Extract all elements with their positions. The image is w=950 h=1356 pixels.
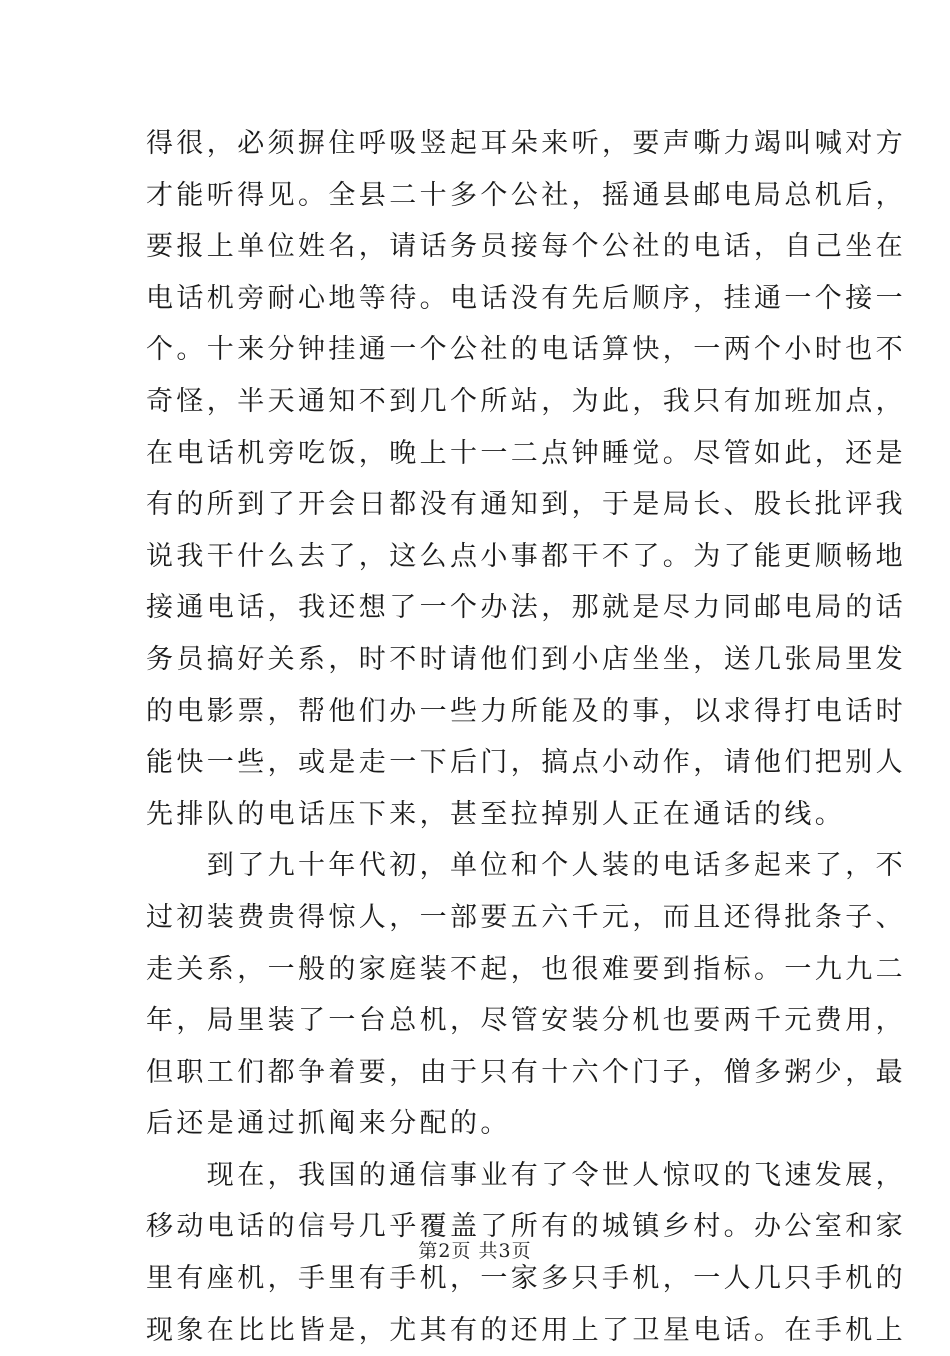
text-line: 里有座机，手里有手机，一家多只手机，一人几只手机的 <box>146 1263 906 1295</box>
body-text <box>146 118 906 1356</box>
text-line: 后还是通过抓阄来分配的。 <box>146 1108 511 1140</box>
text-line: 但职工们都争着要，由于只有十六个门子，僧多粥少，最 <box>146 1056 906 1088</box>
text-line: 要报上单位姓名，请话务员接每个公社的电话，自己坐在 <box>146 231 906 263</box>
text-line: 移动电话的信号几乎覆盖了所有的城镇乡村。办公室和家 <box>146 1211 906 1243</box>
text-line: 先排队的电话压下来，甚至拉掉别人正在通话的线。 <box>146 798 846 830</box>
text-line: 现在，我国的通信事业有了令世人惊叹的飞速发展， <box>146 1159 906 1191</box>
page-footer: 第2页 共3页 <box>418 1240 532 1262</box>
text-line: 现象在比比皆是，尤其有的还用上了卫星电话。在手机上 <box>146 1314 906 1346</box>
text-line: 有的所到了开会日都没有通知到，于是局长、股长批评我 <box>146 489 906 521</box>
text-line: 奇怪，半天通知不到几个所站，为此，我只有加班加点， <box>146 385 906 417</box>
text-line: 说我干什么去了，这么点小事都干不了。为了能更顺畅地 <box>146 540 906 572</box>
text-line: 才能听得见。全县二十多个公社，摇通县邮电局总机后， <box>146 179 906 211</box>
text-line: 接通电话，我还想了一个办法，那就是尽力同邮电局的话 <box>146 592 906 624</box>
text-line: 能快一些，或是走一下后门，搞点小动作，请他们把别人 <box>146 747 906 779</box>
text-line: 在电话机旁吃饭，晚上十一二点钟睡觉。尽管如此，还是 <box>146 437 906 469</box>
text-line: 电话机旁耐心地等待。电话没有先后顺序，挂通一个接一 <box>146 282 906 314</box>
text-line: 个。十来分钟挂通一个公社的电话算快，一两个小时也不 <box>146 334 906 366</box>
text-line: 年，局里装了一台总机，尽管安装分机也要两千元费用， <box>146 1005 906 1037</box>
text-line: 的电影票，帮他们办一些力所能及的事，以求得打电话时 <box>146 695 906 727</box>
text-line: 务员搞好关系，时不时请他们到小店坐坐，送几张局里发 <box>146 643 906 675</box>
text-line: 得很，必须摒住呼吸竖起耳朵来听，要声嘶力竭叫喊对方 <box>146 128 906 159</box>
text-line: 过初装费贵得惊人，一部要五六千元，而且还得批条子、 <box>146 901 906 933</box>
text-line: 到了九十年代初，单位和个人装的电话多起来了，不 <box>146 850 906 882</box>
text-line: 走关系，一般的家庭装不起，也很难要到指标。一九九二 <box>146 953 906 985</box>
